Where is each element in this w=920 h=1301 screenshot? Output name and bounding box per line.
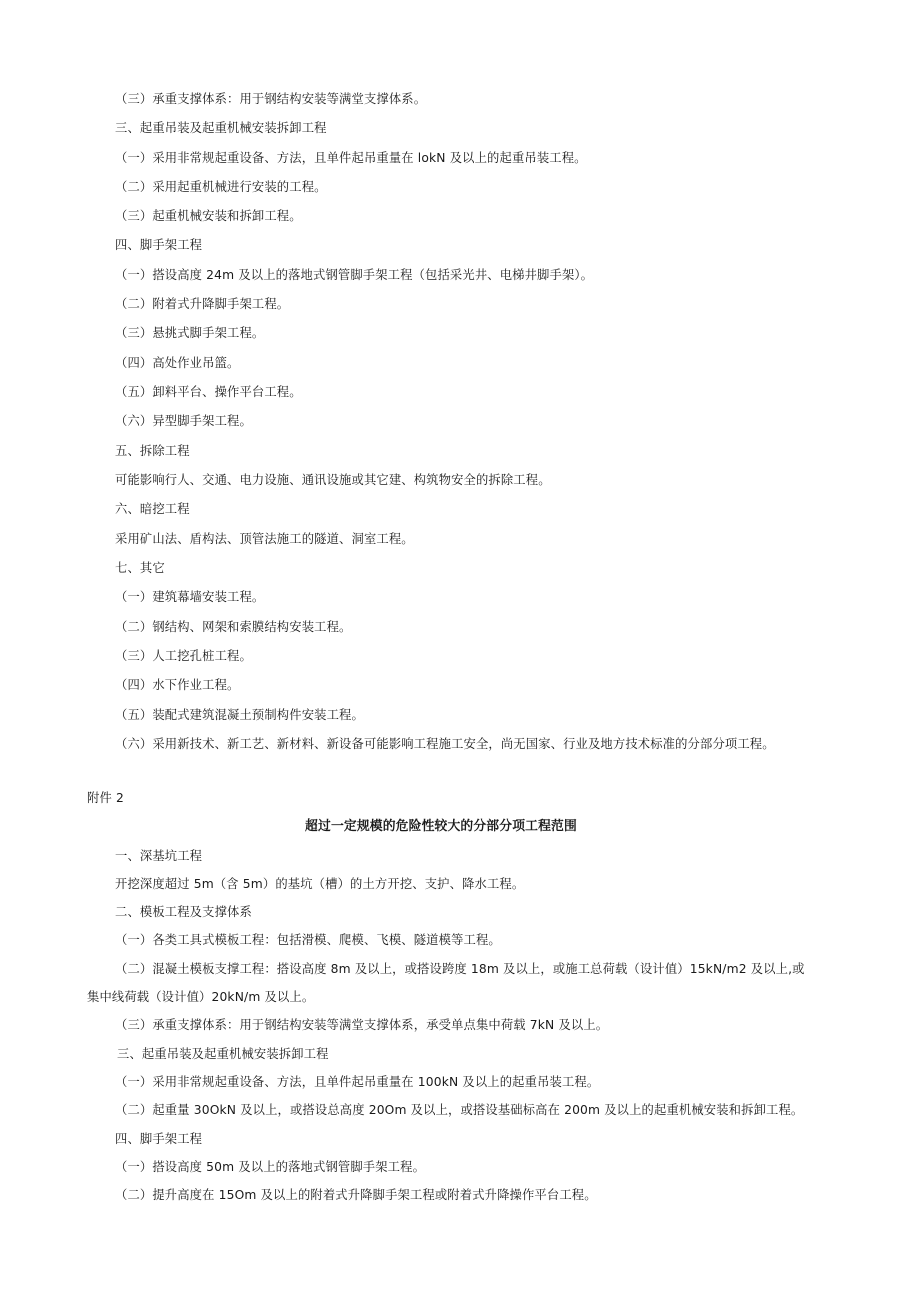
- item-7-5: （五）装配式建筑混凝土预制构件安装工程。: [115, 708, 364, 722]
- annex-item-3-1: （一）采用非常规起重设备、方法，且单件起吊重量在 100kN 及以上的起重吊装工程。: [115, 1075, 600, 1089]
- annex-item-4-2: （二）提升高度在 15Om 及以上的附着式升降脚手架工程或附着式升降操作平台工程。: [115, 1188, 597, 1202]
- item-4-2: （二）附着式升降脚手架工程。: [115, 297, 290, 311]
- annex-item-2-3: （三）承重支撑体系：用于钢结构安装等满堂支撑体系，承受单点集中荷载 7kN 及以上。: [115, 1018, 609, 1032]
- item-4-5: （五）卸料平台、操作平台工程。: [115, 385, 302, 399]
- annex-heading-1: 一、深基坑工程: [115, 849, 203, 863]
- item-7-4: （四）水下作业工程。: [115, 678, 240, 692]
- item-7-3: （三）人工挖孔桩工程。: [115, 649, 252, 663]
- heading-7: 七、其它: [115, 561, 165, 575]
- text-5: 可能影响行人、交通、电力设施、通讯设施或其它建、构筑物安全的拆除工程。: [115, 473, 551, 487]
- annex-text-1: 开挖深度超过 5m（含 5m）的基坑（槽）的土方开挖、支护、降水工程。: [115, 877, 525, 891]
- annex-heading-4: 四、脚手架工程: [115, 1132, 203, 1146]
- annex-title: 超过一定规模的危险性较大的分部分项工程范围: [305, 819, 577, 834]
- item-3-2: （二）采用起重机械进行安装的工程。: [115, 180, 327, 194]
- heading-6: 六、暗挖工程: [115, 502, 190, 516]
- annex-heading-3: 三、起重吊装及起重机械安装拆卸工程: [117, 1047, 329, 1061]
- annex-item-2-2-line2: 集中线荷载（设计值）20kN∕m 及以上。: [87, 990, 315, 1004]
- item-3-3: （三）承重支撑体系：用于钢结构安装等满堂支撑体系。: [115, 92, 427, 106]
- item-4-3: （三）悬挑式脚手架工程。: [115, 326, 265, 340]
- heading-3: 三、起重吊装及起重机械安装拆卸工程: [115, 121, 327, 135]
- text-6: 采用矿山法、盾构法、顶管法施工的隧道、洞室工程。: [115, 532, 414, 546]
- item-4-4: （四）高处作业吊篮。: [115, 356, 240, 370]
- annex-heading-2: 二、模板工程及支撑体系: [115, 905, 252, 919]
- heading-5: 五、拆除工程: [115, 444, 190, 458]
- heading-4: 四、脚手架工程: [115, 238, 203, 252]
- annex-item-2-1: （一）各类工具式模板工程：包括滑模、爬模、飞模、隧道模等工程。: [115, 933, 501, 947]
- item-7-6: （六）采用新技术、新工艺、新材料、新设备可能影响工程施工安全，尚无国家、行业及地方技术标准的分部分项工程。: [115, 737, 775, 751]
- item-3-1: （一）采用非常规起重设备、方法，且单件起吊重量在 lokN 及以上的起重吊装工程。: [115, 151, 587, 165]
- item-7-1: （一）建筑幕墙安装工程。: [115, 590, 265, 604]
- annex-item-2-2-line1: （二）混凝土模板支撑工程：搭设高度 8m 及以上，或搭设跨度 18m 及以上，或施工总荷载（设计值）15kN∕m2 及以上,或: [115, 962, 805, 976]
- item-7-2: （二）钢结构、网架和索膜结构安装工程。: [115, 620, 352, 634]
- item-3-3b: （三）起重机械安装和拆卸工程。: [115, 209, 302, 223]
- annex-item-4-1: （一）搭设高度 50m 及以上的落地式钢管脚手架工程。: [115, 1160, 426, 1174]
- item-4-1: （一）搭设高度 24m 及以上的落地式钢管脚手架工程（包括采光井、电梯井脚手架）。: [115, 268, 594, 282]
- item-4-6: （六）异型脚手架工程。: [115, 414, 252, 428]
- annex-item-3-2: （二）起重量 30OkN 及以上，或搭设总高度 20Om 及以上，或搭设基础标高在 200m 及以上的起重机械安装和拆卸工程。: [115, 1103, 804, 1117]
- annex-label: 附件 2: [87, 791, 124, 805]
